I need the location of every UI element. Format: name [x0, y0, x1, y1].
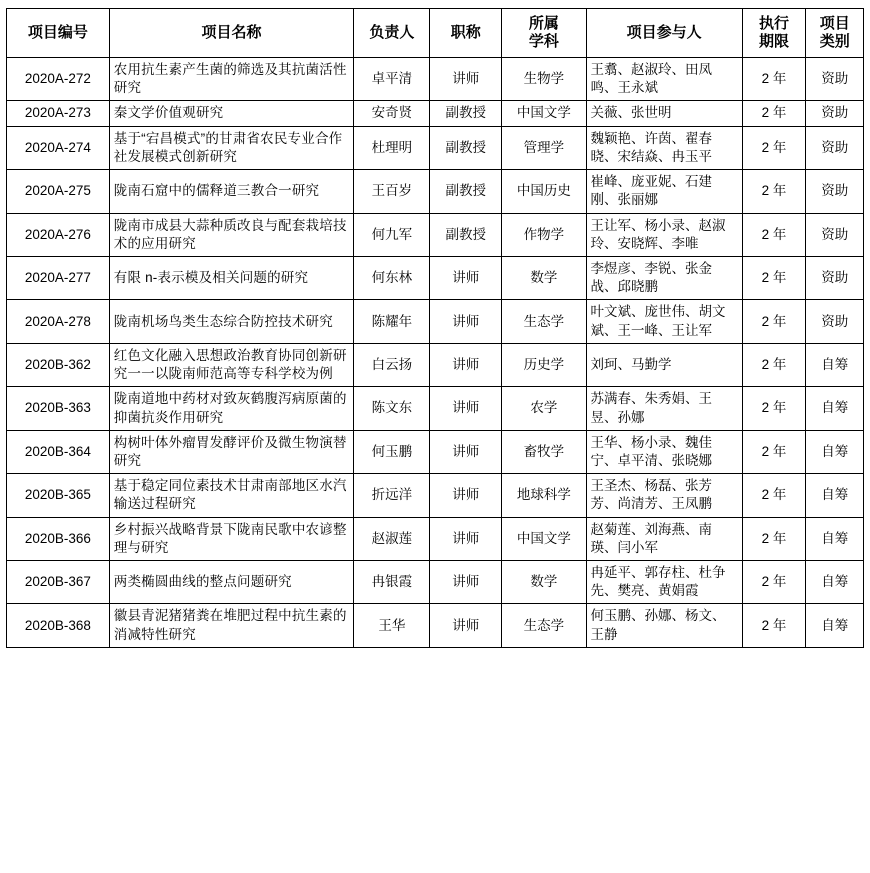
cell-leader: 陈耀年 [354, 300, 430, 343]
cell-title: 讲师 [430, 300, 502, 343]
cell-leader: 何东林 [354, 256, 430, 299]
cell-subject: 地球科学 [502, 474, 586, 517]
cell-members: 刘珂、马勤学 [586, 343, 742, 386]
cell-leader: 安奇贤 [354, 101, 430, 126]
cell-name: 红色文化融入思想政治教育协同创新研究一一以陇南师范高等专科学校为例 [109, 343, 354, 386]
column-header-name: 项目名称 [109, 9, 354, 58]
cell-leader: 杜理明 [354, 126, 430, 169]
cell-category: 资助 [806, 300, 864, 343]
table-row [7, 58, 864, 101]
cell-name: 陇南道地中药材对致灰鹤腹泻病原菌的抑菌抗炎作用研究 [109, 387, 354, 430]
cell-subject: 数学 [502, 256, 586, 299]
cell-code: 2020A-273 [7, 101, 110, 126]
column-header-duration [742, 9, 806, 58]
column-header-subject-line1: 所属 [528, 15, 559, 32]
column-header-category-line2: 类别 [819, 33, 850, 50]
cell-leader: 折远洋 [354, 474, 430, 517]
cell-title: 讲师 [430, 517, 502, 560]
table-body [7, 58, 864, 648]
cell-members: 王让军、杨小录、赵淑玲、安晓辉、李唯 [586, 213, 742, 256]
cell-code: 2020B-363 [7, 387, 110, 430]
cell-subject: 农学 [502, 387, 586, 430]
column-header-code: 项目编号 [7, 9, 110, 58]
cell-title: 讲师 [430, 430, 502, 473]
cell-title: 讲师 [430, 474, 502, 517]
table-row [7, 387, 864, 430]
table-header-row [7, 9, 864, 58]
table-row [7, 561, 864, 604]
cell-leader: 白云扬 [354, 343, 430, 386]
cell-category: 自筹 [806, 430, 864, 473]
cell-name: 农用抗生素产生菌的筛选及其抗菌活性研究 [109, 58, 354, 101]
cell-category: 自筹 [806, 343, 864, 386]
cell-duration: 2 年 [742, 58, 806, 101]
column-header-subject-line2: 学科 [528, 33, 559, 50]
table-row [7, 256, 864, 299]
cell-duration: 2 年 [742, 300, 806, 343]
cell-duration: 2 年 [742, 101, 806, 126]
cell-subject: 生态学 [502, 300, 586, 343]
cell-code: 2020B-366 [7, 517, 110, 560]
cell-title: 副教授 [430, 101, 502, 126]
cell-title: 讲师 [430, 604, 502, 647]
cell-code: 2020A-276 [7, 213, 110, 256]
cell-category: 自筹 [806, 387, 864, 430]
cell-category: 资助 [806, 170, 864, 213]
cell-leader: 何九军 [354, 213, 430, 256]
cell-members: 何玉鹏、孙娜、杨文、王静 [586, 604, 742, 647]
cell-category: 自筹 [806, 517, 864, 560]
cell-category: 资助 [806, 101, 864, 126]
cell-leader: 陈文东 [354, 387, 430, 430]
cell-subject: 历史学 [502, 343, 586, 386]
cell-title: 讲师 [430, 561, 502, 604]
cell-category: 自筹 [806, 561, 864, 604]
cell-category: 自筹 [806, 604, 864, 647]
column-header-duration-line2: 期限 [759, 33, 790, 50]
column-header-members: 项目参与人 [586, 9, 742, 58]
cell-category: 资助 [806, 58, 864, 101]
cell-duration: 2 年 [742, 517, 806, 560]
cell-name: 陇南石窟中的儒释道三教合一研究 [109, 170, 354, 213]
table-row [7, 474, 864, 517]
column-header-leader: 负责人 [354, 9, 430, 58]
cell-duration: 2 年 [742, 170, 806, 213]
cell-subject: 数学 [502, 561, 586, 604]
cell-name: 两类椭圆曲线的整点问题研究 [109, 561, 354, 604]
table-header [7, 9, 864, 58]
cell-leader: 冉银霞 [354, 561, 430, 604]
cell-duration: 2 年 [742, 126, 806, 169]
cell-duration: 2 年 [742, 256, 806, 299]
cell-code: 2020A-272 [7, 58, 110, 101]
cell-members: 冉延平、郭存柱、杜争先、樊亮、黄娟霞 [586, 561, 742, 604]
table-row [7, 517, 864, 560]
table-row [7, 213, 864, 256]
cell-members: 王华、杨小录、魏佳宁、卓平清、张晓娜 [586, 430, 742, 473]
table-row [7, 343, 864, 386]
cell-title: 讲师 [430, 58, 502, 101]
cell-code: 2020A-274 [7, 126, 110, 169]
cell-code: 2020B-365 [7, 474, 110, 517]
cell-duration: 2 年 [742, 387, 806, 430]
cell-members: 叶文斌、庞世伟、胡文斌、王一峰、王让军 [586, 300, 742, 343]
cell-leader: 赵淑莲 [354, 517, 430, 560]
cell-category: 资助 [806, 126, 864, 169]
column-header-subject [502, 9, 586, 58]
cell-code: 2020A-275 [7, 170, 110, 213]
cell-title: 副教授 [430, 213, 502, 256]
table-row [7, 101, 864, 126]
cell-subject: 畜牧学 [502, 430, 586, 473]
cell-name: 基于“宕昌模式”的甘肃省农民专业合作社发展模式创新研究 [109, 126, 354, 169]
cell-title: 副教授 [430, 126, 502, 169]
cell-name: 基于稳定同位素技术甘肃南部地区水汽输送过程研究 [109, 474, 354, 517]
cell-duration: 2 年 [742, 474, 806, 517]
column-header-duration-line1: 执行 [759, 15, 790, 32]
cell-code: 2020B-367 [7, 561, 110, 604]
table-row [7, 300, 864, 343]
cell-name: 陇南机场鸟类生态综合防控技术研究 [109, 300, 354, 343]
cell-code: 2020A-278 [7, 300, 110, 343]
cell-subject: 作物学 [502, 213, 586, 256]
cell-members: 赵菊莲、刘海燕、南瑛、闫小军 [586, 517, 742, 560]
cell-members: 苏满春、朱秀娟、王昱、孙娜 [586, 387, 742, 430]
cell-name: 徽县青泥猪猪粪在堆肥过程中抗生素的消减特性研究 [109, 604, 354, 647]
cell-leader: 何玉鹏 [354, 430, 430, 473]
table-row [7, 604, 864, 647]
cell-name: 秦文学价值观研究 [109, 101, 354, 126]
cell-members: 魏颖艳、许茵、翟春晓、宋结焱、冉玉平 [586, 126, 742, 169]
cell-subject: 管理学 [502, 126, 586, 169]
cell-duration: 2 年 [742, 213, 806, 256]
cell-code: 2020B-368 [7, 604, 110, 647]
cell-category: 资助 [806, 213, 864, 256]
cell-members: 王圣杰、杨磊、张芳芳、尚清芳、王凤鹏 [586, 474, 742, 517]
cell-name: 陇南市成县大蒜种质改良与配套栽培技术的应用研究 [109, 213, 354, 256]
cell-subject: 生物学 [502, 58, 586, 101]
cell-duration: 2 年 [742, 604, 806, 647]
cell-members: 李煜彦、李锐、张金战、邱晓鹏 [586, 256, 742, 299]
cell-subject: 中国文学 [502, 517, 586, 560]
cell-title: 讲师 [430, 343, 502, 386]
cell-title: 讲师 [430, 387, 502, 430]
cell-members: 王翥、赵淑玲、田凤鸣、王永斌 [586, 58, 742, 101]
cell-duration: 2 年 [742, 430, 806, 473]
cell-code: 2020A-277 [7, 256, 110, 299]
cell-duration: 2 年 [742, 561, 806, 604]
project-table [6, 8, 864, 648]
cell-leader: 卓平清 [354, 58, 430, 101]
cell-name: 有限 n-表示模及相关问题的研究 [109, 256, 354, 299]
cell-title: 副教授 [430, 170, 502, 213]
cell-subject: 中国历史 [502, 170, 586, 213]
column-header-category-line1: 项目 [819, 15, 850, 32]
column-header-category [806, 9, 864, 58]
table-row [7, 126, 864, 169]
cell-title: 讲师 [430, 256, 502, 299]
table-row [7, 430, 864, 473]
cell-name: 乡村振兴战略背景下陇南民歌中农谚整理与研究 [109, 517, 354, 560]
cell-members: 关薇、张世明 [586, 101, 742, 126]
cell-subject: 生态学 [502, 604, 586, 647]
cell-leader: 王华 [354, 604, 430, 647]
cell-category: 资助 [806, 256, 864, 299]
cell-duration: 2 年 [742, 343, 806, 386]
cell-members: 崔峰、庞亚妮、石建刚、张丽娜 [586, 170, 742, 213]
cell-leader: 王百岁 [354, 170, 430, 213]
column-header-title: 职称 [430, 9, 502, 58]
cell-code: 2020B-364 [7, 430, 110, 473]
cell-code: 2020B-362 [7, 343, 110, 386]
cell-name: 构树叶体外瘤胃发酵评价及微生物演替研究 [109, 430, 354, 473]
cell-category: 自筹 [806, 474, 864, 517]
table-row [7, 170, 864, 213]
cell-subject: 中国文学 [502, 101, 586, 126]
